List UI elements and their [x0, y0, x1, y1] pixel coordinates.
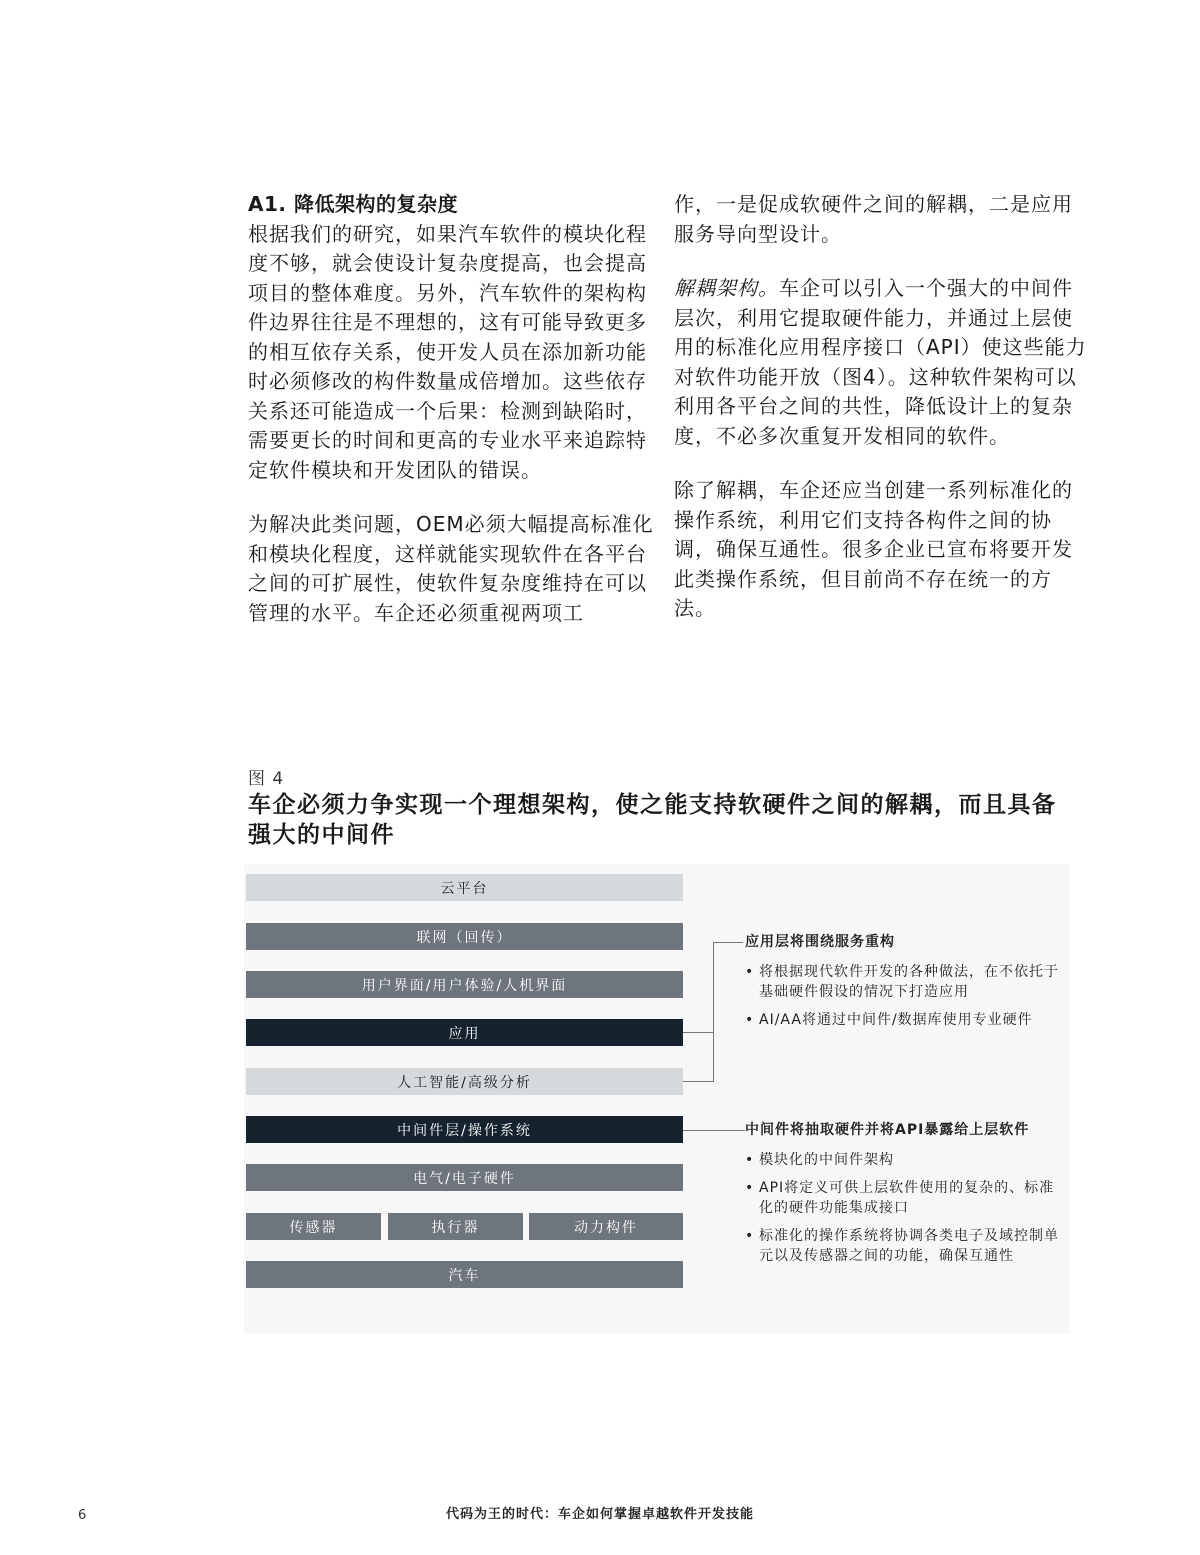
layer-powertrain: 动力构件 — [529, 1213, 683, 1240]
connector-app — [683, 1032, 713, 1033]
layer-car: 汽车 — [246, 1261, 683, 1288]
right-paragraph-2 — [674, 274, 1090, 451]
layer-connectivity: 联网（回传） — [246, 923, 683, 950]
page-number: 6 — [78, 1508, 87, 1523]
decoupling-text: 车企可以引入一个强大的中间件层次，利用它提取硬件能力，并通过上层使用的标准化应用程序接口（API）使这些能力对软件功能开放（图4）。这种软件架构可以利用各平台之间的共性，降低设计上的复杂度，不必多次重复开发相同的软件。 — [674, 276, 1087, 448]
right-paragraph-3: 除了解耦，车企还应当创建一系列标准化的操作系统，利用它们支持各构件之间的协调，确保互通性。很多企业已宣布将要开发此类操作系统，但目前尚不存在统一的方法。 — [674, 478, 1073, 620]
layer-sensors: 传感器 — [246, 1213, 381, 1240]
note1-bullet: • 将根据现代软件开发的各种做法，在不依托于基础硬件假设的情况下打造应用 — [745, 964, 1059, 1000]
figure-label: 图 4 — [248, 769, 285, 789]
layer-ui: 用户界面/用户体验/人机界面 — [246, 971, 683, 998]
decoupling-lead: 解耦架构。 — [674, 276, 779, 300]
layer-ai: 人工智能/高级分析 — [246, 1068, 683, 1095]
connector-note1 — [713, 942, 743, 943]
note2-title: 中间件将抽取硬件并将API暴露给上层软件 — [745, 1122, 1030, 1138]
right-column — [674, 190, 1090, 649]
note2-bullet: • API将定义可供上层软件使用的复杂的、标准化的硬件功能集成接口 — [745, 1180, 1055, 1216]
note1-title: 应用层将围绕服务重构 — [745, 934, 895, 950]
note2-bullet: • 模块化的中间件架构 — [745, 1152, 894, 1168]
left-column — [248, 190, 658, 653]
connector-vertical — [713, 942, 714, 1082]
note1-bullet: • AI/AA将通过中间件/数据库使用专业硬件 — [745, 1012, 1033, 1028]
note2-bullet: • 标准化的操作系统将协调各类电子及域控制单元以及传感器之间的功能，确保互通性 — [745, 1228, 1059, 1264]
layer-actuators: 执行器 — [388, 1213, 523, 1240]
right-paragraph-1: 作，一是促成软硬件之间的解耦，二是应用服务导向型设计。 — [674, 192, 1073, 246]
note-application-layer — [745, 932, 1065, 1038]
connector-middleware — [683, 1130, 745, 1131]
layer-middleware: 中间件层/操作系统 — [246, 1116, 683, 1143]
footer-title: 代码为王的时代：车企如何掌握卓越软件开发技能 — [445, 1507, 754, 1522]
layer-application: 应用 — [246, 1019, 683, 1046]
note-middleware — [745, 1120, 1065, 1274]
layer-cloud: 云平台 — [246, 874, 683, 901]
layer-ee-hardware: 电气/电子硬件 — [246, 1164, 683, 1191]
connector-ai — [683, 1081, 713, 1082]
left-paragraph-1: 根据我们的研究，如果汽车软件的模块化程度不够，就会使设计复杂度提高，也会提高项目的整体难度。另外，汽车软件的架构构件边界往往是不理想的，这有可能导致更多的相互依存关系，使开发人员在添加新功能时必须修改的构件数量成倍增加。这些依存关系还可能造成一个后果：检测到缺陷时，需要更长的时间和更高的专业水平来追踪特定软件模块和开发团队的错误。 — [248, 221, 647, 482]
figure-title: 车企必须力争实现一个理想架构，使之能支持软硬件之间的解耦，而且具备强大的中间件 — [248, 792, 1057, 848]
section-heading: A1. 降低架构的复杂度 — [248, 192, 458, 216]
left-paragraph-2: 为解决此类问题，OEM必须大幅提高标准化和模块化程度，这样就能实现软件在各平台之间的可扩展性，使软件复杂度维持在可以管理的水平。车企还必须重视两项工 — [248, 512, 654, 625]
